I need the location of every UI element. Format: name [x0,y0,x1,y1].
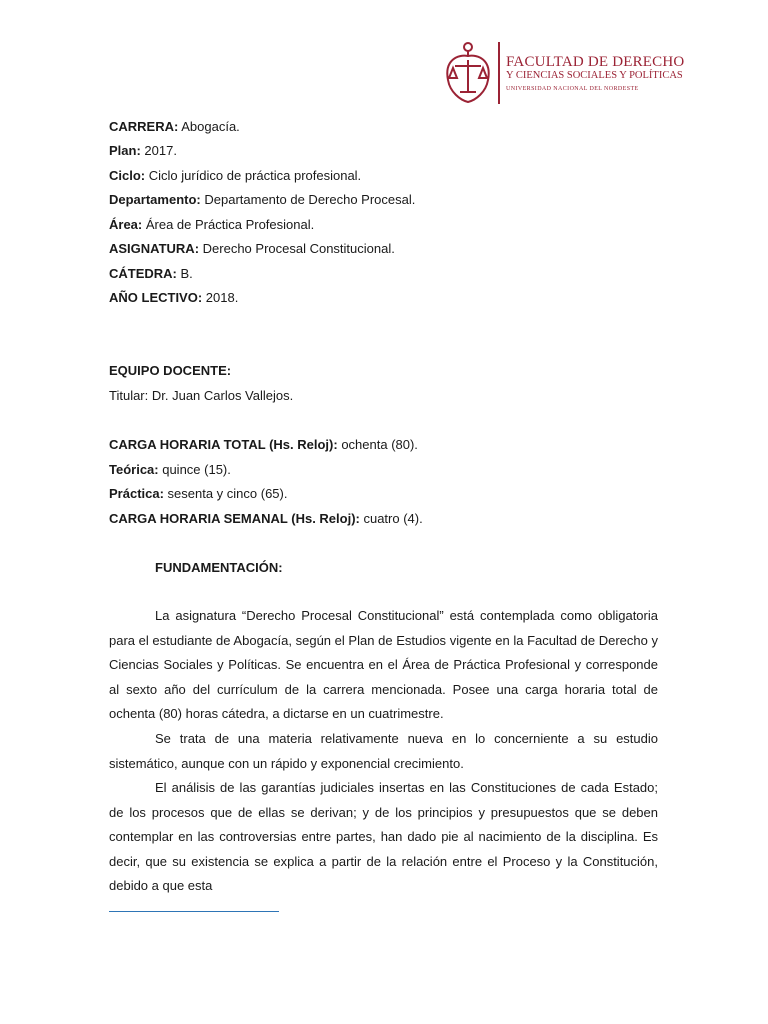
section-heading: EQUIPO DOCENTE: [109,363,232,378]
logo-university: UNIVERSIDAD NACIONAL DEL NORDESTE [506,86,639,92]
field-value: sesenta y cinco (65). [163,486,288,501]
field-label: Plan: [109,143,141,158]
paragraph-3 [109,776,658,899]
field-value: B. [176,266,193,281]
field-value: 2017. [140,143,177,158]
paragraph-2 [109,727,658,776]
faculty-logo [442,40,685,106]
field-value: cuatro (4). [359,511,423,526]
paragraph-text: El análisis de las garantías judiciales insertas en las Constituciones de cada Estado; de los procesos que de ellas se derivan; y de los principios y presupuestos que se deben contemplar en las controversias entre partes, han dado pie al nacimiento de la disciplina. Es decir, que su existencia se explica a partir de la relación entre el Proceso y la Constitución, debido a que esta [109,780,658,894]
field-plan [109,143,177,159]
field-asignatura [109,241,395,257]
equipo-docente-heading [109,363,231,379]
field-value: Ciclo jurídico de práctica profesional. [145,168,362,183]
paragraph-text: Se trata de una materia relativamente nueva en lo concerniente a su estudio sistemático, aunque con un rápido y exponencial crecimiento. [109,731,658,771]
field-value: Departamento de Derecho Procesal. [200,192,416,207]
field-label: Departamento: [109,192,201,207]
field-label: ASIGNATURA: [109,241,200,256]
field-label: CARRERA: [109,119,179,134]
field-label: CARGA HORARIA SEMANAL (Hs. Reloj): [109,511,360,526]
fundamentacion-heading: FUNDAMENTACIÓN: [155,560,283,575]
titular-line: Titular: Dr. Juan Carlos Vallejos. [109,388,294,403]
field-value: Abogacía. [178,119,240,134]
field-value: ochenta (80). [337,437,418,452]
logo-subtitle: Y CIENCIAS SOCIALES Y POLÍTICAS [506,70,683,81]
carga-teorica [109,462,231,478]
field-label: CÁTEDRA: [109,266,177,281]
logo-title: FACULTAD DE DERECHO [506,54,685,70]
carga-practica [109,486,287,502]
paragraph-1 [109,604,658,727]
field-ano-lectivo [109,290,238,306]
field-label: Ciclo: [109,168,146,183]
field-value: Área de Práctica Profesional. [142,217,315,232]
field-label: Práctica: [109,486,164,501]
field-carrera [109,119,240,135]
scales-of-justice-icon [442,40,494,106]
field-ciclo [109,168,361,184]
logo-divider [498,42,500,104]
field-catedra [109,266,193,282]
field-area [109,217,314,233]
paragraph-text: La asignatura “Derecho Procesal Constitucional” está contemplada como obligatoria para el estudiante de Abogacía, según el Plan de Estudios vigente en la Facultad de Derecho y Ciencias Sociales y Políticas. Se encuentra en el Área de Práctica Profesional y corresponde al sexto año del currículum de la carrera mencionada. Posee una carga horaria total de ochenta (80) horas cátedra, a dictarse en un cuatrimestre. [109,608,658,722]
field-value: quince (15). [158,462,231,477]
field-label: CARGA HORARIA TOTAL (Hs. Reloj): [109,437,338,452]
field-departamento [109,192,415,208]
field-label: Teórica: [109,462,159,477]
footnote-separator [109,911,279,912]
field-value: Derecho Procesal Constitucional. [199,241,395,256]
carga-total [109,437,418,453]
carga-semanal [109,511,423,527]
field-value: 2018. [202,290,239,305]
field-label: AÑO LECTIVO: [109,290,203,305]
field-label: Área: [109,217,143,232]
